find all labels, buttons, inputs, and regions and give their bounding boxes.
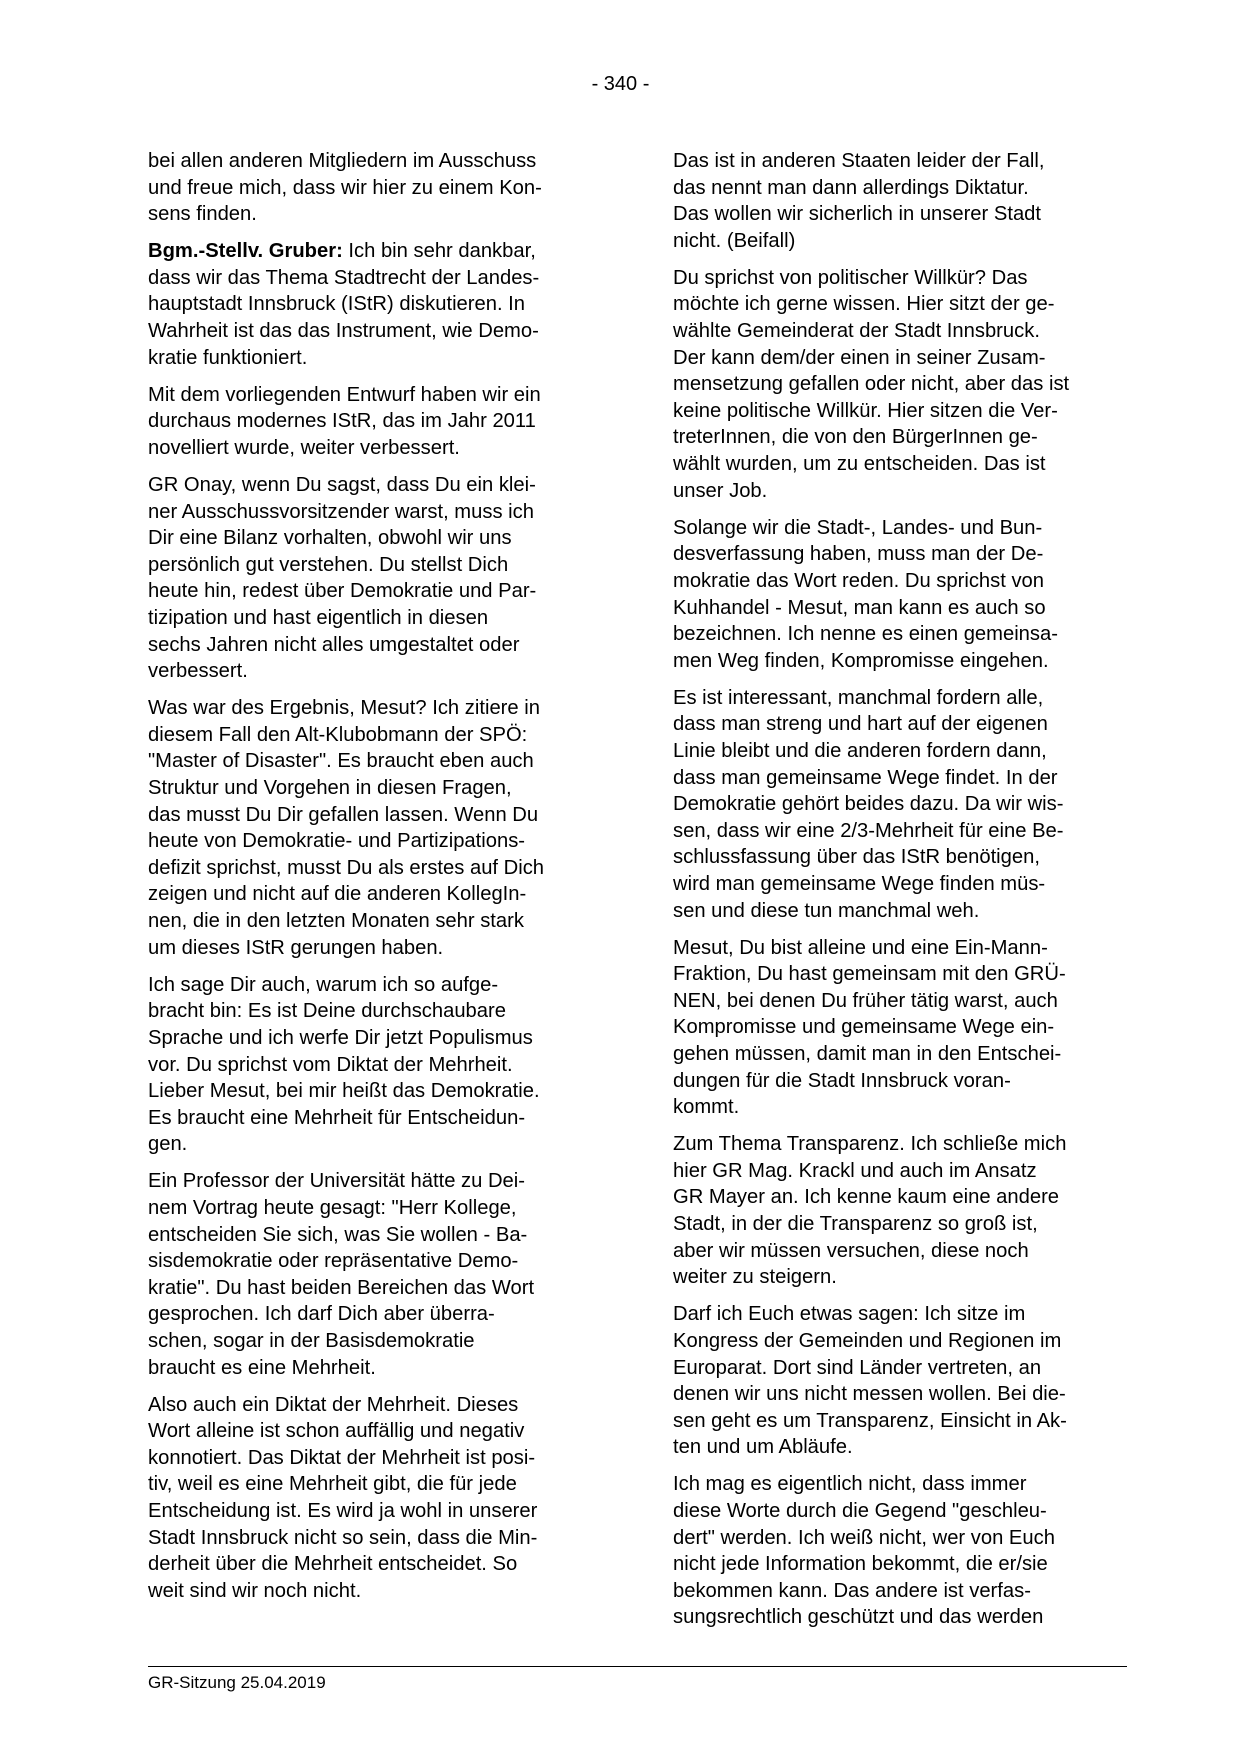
text-line: Du sprichst von politischer Willkür? Das: [673, 266, 1028, 289]
text-line: Das wollen wir sicherlich in unserer Stadt: [673, 203, 1042, 226]
text-line: ten und um Abläufe.: [673, 1436, 853, 1459]
text-line: derheit über die Mehrheit entscheidet. So: [148, 1553, 518, 1576]
text-line: Demokratie gehört beides dazu. Da wir wis-: [673, 793, 1064, 816]
text-line: Zum Thema Transparenz. Ich schließe mich: [673, 1133, 1067, 1156]
text-line: Kompromisse und gemeinsame Wege ein-: [673, 1016, 1055, 1039]
text-line: kommt.: [673, 1096, 740, 1119]
text-line: Wahrheit ist das das Instrument, wie Demo-: [148, 320, 539, 343]
paragraph: [148, 1168, 604, 1381]
text-line: dass man streng und hart auf der eigenen: [673, 713, 1048, 736]
text-line: GR Mayer an. Ich kenne kaum eine andere: [673, 1186, 1060, 1209]
paragraph: [148, 238, 604, 371]
text-line: nicht. (Beifall): [673, 229, 796, 252]
text-line: NEN, bei denen Du früher tätig warst, auch: [673, 989, 1058, 1012]
paragraph: [148, 972, 604, 1158]
text-line: Struktur und Vorgehen in diesen Fragen,: [148, 777, 512, 800]
text-line: keine politische Willkür. Hier sitzen die Ver-: [673, 399, 1058, 422]
text-line: tiv, weil es eine Mehrheit gibt, die für jede: [148, 1473, 517, 1496]
paragraph: [148, 382, 604, 462]
right-column: [673, 148, 1129, 1641]
text-line: men Weg finden, Kompromisse eingehen.: [673, 649, 1049, 672]
text-line: Mit dem vorliegenden Entwurf haben wir ein: [148, 383, 541, 406]
text-line: Stadt Innsbruck nicht so sein, dass die Min-: [148, 1526, 538, 1549]
text-line: wählt wurden, um zu entscheiden. Das ist: [673, 453, 1046, 476]
text-line: Mesut, Du bist alleine und eine Ein-Mann-: [673, 936, 1048, 959]
text-line: sen, dass wir eine 2/3-Mehrheit für eine Be-: [673, 819, 1064, 842]
text-line: das nennt man dann allerdings Diktatur.: [673, 176, 1029, 199]
text-line: diesem Fall den Alt-Klubobmann der SPÖ:: [148, 723, 528, 746]
text-fragment: Ich bin sehr dankbar,: [348, 240, 536, 263]
text-line: verbessert.: [148, 660, 248, 683]
text-line: Ich mag es eigentlich nicht, dass immer: [673, 1473, 1027, 1496]
text-line: bekommen kann. Das andere ist verfas-: [673, 1579, 1031, 1602]
text-line: und freue mich, dass wir hier zu einem Kon-: [148, 176, 542, 199]
text-line: Wort alleine ist schon auffällig und negativ: [148, 1420, 525, 1443]
text-line: heute hin, redest über Demokratie und Par-: [148, 580, 537, 603]
text-line: schen, sogar in der Basisdemokratie: [148, 1329, 475, 1352]
paragraph: [673, 515, 1129, 675]
text-line: [148, 238, 604, 265]
text-line: gesprochen. Ich darf Dich aber überra-: [148, 1303, 495, 1326]
text-line: zeigen und nicht auf die anderen KollegIn-: [148, 883, 527, 906]
text-line: desverfassung haben, muss man der De-: [673, 543, 1044, 566]
text-line: Was war des Ergebnis, Mesut? Ich zitiere in: [148, 697, 540, 720]
paragraph: [673, 1471, 1129, 1631]
paragraph: [148, 695, 604, 961]
text-line: mokratie das Wort reden. Du sprichst von: [673, 569, 1045, 592]
text-line: Dir eine Bilanz vorhalten, obwohl wir uns: [148, 527, 512, 550]
left-column: [148, 148, 604, 1615]
paragraph: [673, 1301, 1129, 1461]
text-line: heute von Demokratie- und Partizipations-: [148, 830, 526, 853]
text-line: Also auch ein Diktat der Mehrheit. Dieses: [148, 1393, 519, 1416]
text-line: aber wir müssen versuchen, diese noch: [673, 1239, 1029, 1262]
text-line: konnotiert. Das Diktat der Mehrheit ist posi-: [148, 1446, 536, 1469]
text-line: defizit sprichst, musst Du als erstes auf Dich: [148, 856, 545, 879]
paragraph: [148, 148, 604, 228]
paragraph: [673, 265, 1129, 504]
text-line: Es braucht eine Mehrheit für Entscheidun-: [148, 1106, 526, 1129]
footer-text: GR-Sitzung 25.04.2019: [148, 1673, 326, 1692]
text-line: Kuhhandel - Mesut, man kann es auch so: [673, 596, 1046, 619]
paragraph: [148, 1392, 604, 1605]
text-line: unser Job.: [673, 479, 768, 502]
text-line: hauptstadt Innsbruck (IStR) diskutieren. In: [148, 293, 526, 316]
text-line: Solange wir die Stadt-, Landes- und Bun-: [673, 516, 1043, 539]
footer-divider: [148, 1666, 1127, 1667]
paragraph: [673, 1131, 1129, 1291]
speaker-name: Bgm.-Stellv. Gruber:: [148, 240, 343, 263]
text-line: treterInnen, die von den BürgerInnen ge-: [673, 426, 1038, 449]
paragraph: [148, 472, 604, 685]
text-line: GR Onay, wenn Du sagst, dass Du ein klei-: [148, 474, 536, 497]
text-line: diese Worte durch die Gegend "geschleu-: [673, 1500, 1047, 1522]
text-line: gehen müssen, damit man in den Entschei-: [673, 1043, 1062, 1065]
text-line: schlussfassung über das IStR benötigen,: [673, 846, 1040, 869]
text-line: durchaus modernes IStR, das im Jahr 2011: [148, 410, 536, 433]
text-line: wählte Gemeinderat der Stadt Innsbruck.: [673, 320, 1040, 343]
text-line: nicht jede Information bekommt, die er/sie: [673, 1553, 1048, 1576]
text-line: sens finden.: [148, 203, 257, 226]
paragraph: [673, 148, 1129, 254]
text-line: bracht bin: Es ist Deine durchschaubare: [148, 1000, 506, 1023]
text-line: bei allen anderen Mitgliedern im Ausschuss: [148, 150, 537, 172]
text-line: kratie". Du hast beiden Bereichen das Wort: [148, 1276, 535, 1299]
text-line: um dieses IStR gerungen haben.: [148, 936, 444, 959]
text-line: ner Ausschussvorsitzender warst, muss ich: [148, 500, 534, 523]
text-line: Entscheidung ist. Es wird ja wohl in unserer: [148, 1500, 538, 1522]
text-line: vor. Du sprichst vom Diktat der Mehrheit.: [148, 1053, 513, 1076]
text-line: das musst Du Dir gefallen lassen. Wenn Du: [148, 803, 539, 826]
text-line: Linie bleibt und die anderen fordern dann,: [673, 739, 1047, 762]
text-line: möchte ich gerne wissen. Hier sitzt der ge-: [673, 293, 1055, 316]
text-line: denen wir uns nicht messen wollen. Bei die-: [673, 1383, 1066, 1406]
text-line: dass wir das Thema Stadtrecht der Landes-: [148, 266, 540, 289]
text-line: dass man gemeinsame Wege findet. In der: [673, 766, 1058, 789]
text-line: weiter zu steigern.: [673, 1266, 837, 1289]
page-number: - 340 -: [591, 73, 650, 95]
text-line: sisdemokratie oder repräsentative Demo-: [148, 1250, 519, 1273]
text-line: "Master of Disaster". Es braucht eben auch: [148, 750, 534, 773]
text-line: Ein Professor der Universität hätte zu Dei-: [148, 1170, 525, 1193]
text-line: persönlich gut verstehen. Du stellst Dich: [148, 553, 509, 576]
paragraph: [673, 935, 1129, 1121]
text-line: Kongress der Gemeinden und Regionen im: [673, 1329, 1062, 1352]
text-line: Fraktion, Du hast gemeinsam mit den GRÜ-: [673, 963, 1066, 986]
text-line: entscheiden Sie sich, was Sie wollen - Ba-: [148, 1223, 528, 1246]
text-line: novelliert wurde, weiter verbessert.: [148, 436, 460, 459]
text-line: Das ist in anderen Staaten leider der Fall,: [673, 150, 1045, 172]
paragraph: [673, 685, 1129, 924]
text-line: braucht es eine Mehrheit.: [148, 1356, 376, 1379]
text-line: gen.: [148, 1133, 188, 1156]
text-line: Stadt, in der die Transparenz so groß ist,: [673, 1213, 1038, 1236]
text-line: nen, die in den letzten Monaten sehr stark: [148, 910, 524, 933]
text-line: sen geht es um Transparenz, Einsicht in Ak-: [673, 1409, 1067, 1432]
text-line: weit sind wir noch nicht.: [148, 1579, 362, 1602]
text-line: sen und diese tun manchmal weh.: [673, 899, 980, 922]
text-line: sechs Jahren nicht alles umgestaltet oder: [148, 633, 520, 656]
text-line: dert" werden. Ich weiß nicht, wer von Euch: [673, 1526, 1055, 1549]
text-line: kratie funktioniert.: [148, 346, 308, 369]
text-line: hier GR Mag. Krackl und auch im Ansatz: [673, 1159, 1037, 1182]
text-line: dungen für die Stadt Innsbruck voran-: [673, 1069, 1011, 1092]
text-line: Ich sage Dir auch, warum ich so aufge-: [148, 973, 499, 996]
text-line: Sprache und ich werfe Dir jetzt Populismus: [148, 1026, 533, 1049]
text-line: Der kann dem/der einen in seiner Zusam-: [673, 346, 1046, 369]
text-line: sungsrechtlich geschützt und das werden: [673, 1606, 1044, 1629]
text-line: Europarat. Dort sind Länder vertreten, an: [673, 1356, 1042, 1379]
text-line: Darf ich Euch etwas sagen: Ich sitze im: [673, 1303, 1026, 1326]
text-line: mensetzung gefallen oder nicht, aber das ist: [673, 373, 1070, 396]
text-line: tizipation und hast eigentlich in diesen: [148, 607, 489, 629]
text-line: nem Vortrag heute gesagt: "Herr Kollege,: [148, 1196, 517, 1219]
text-line: Lieber Mesut, bei mir heißt das Demokratie.: [148, 1080, 540, 1103]
text-line: Es ist interessant, manchmal fordern alle,: [673, 686, 1044, 709]
text-line: wird man gemeinsame Wege finden müs-: [673, 872, 1046, 895]
text-line: bezeichnen. Ich nenne es einen gemeinsa-: [673, 623, 1058, 646]
